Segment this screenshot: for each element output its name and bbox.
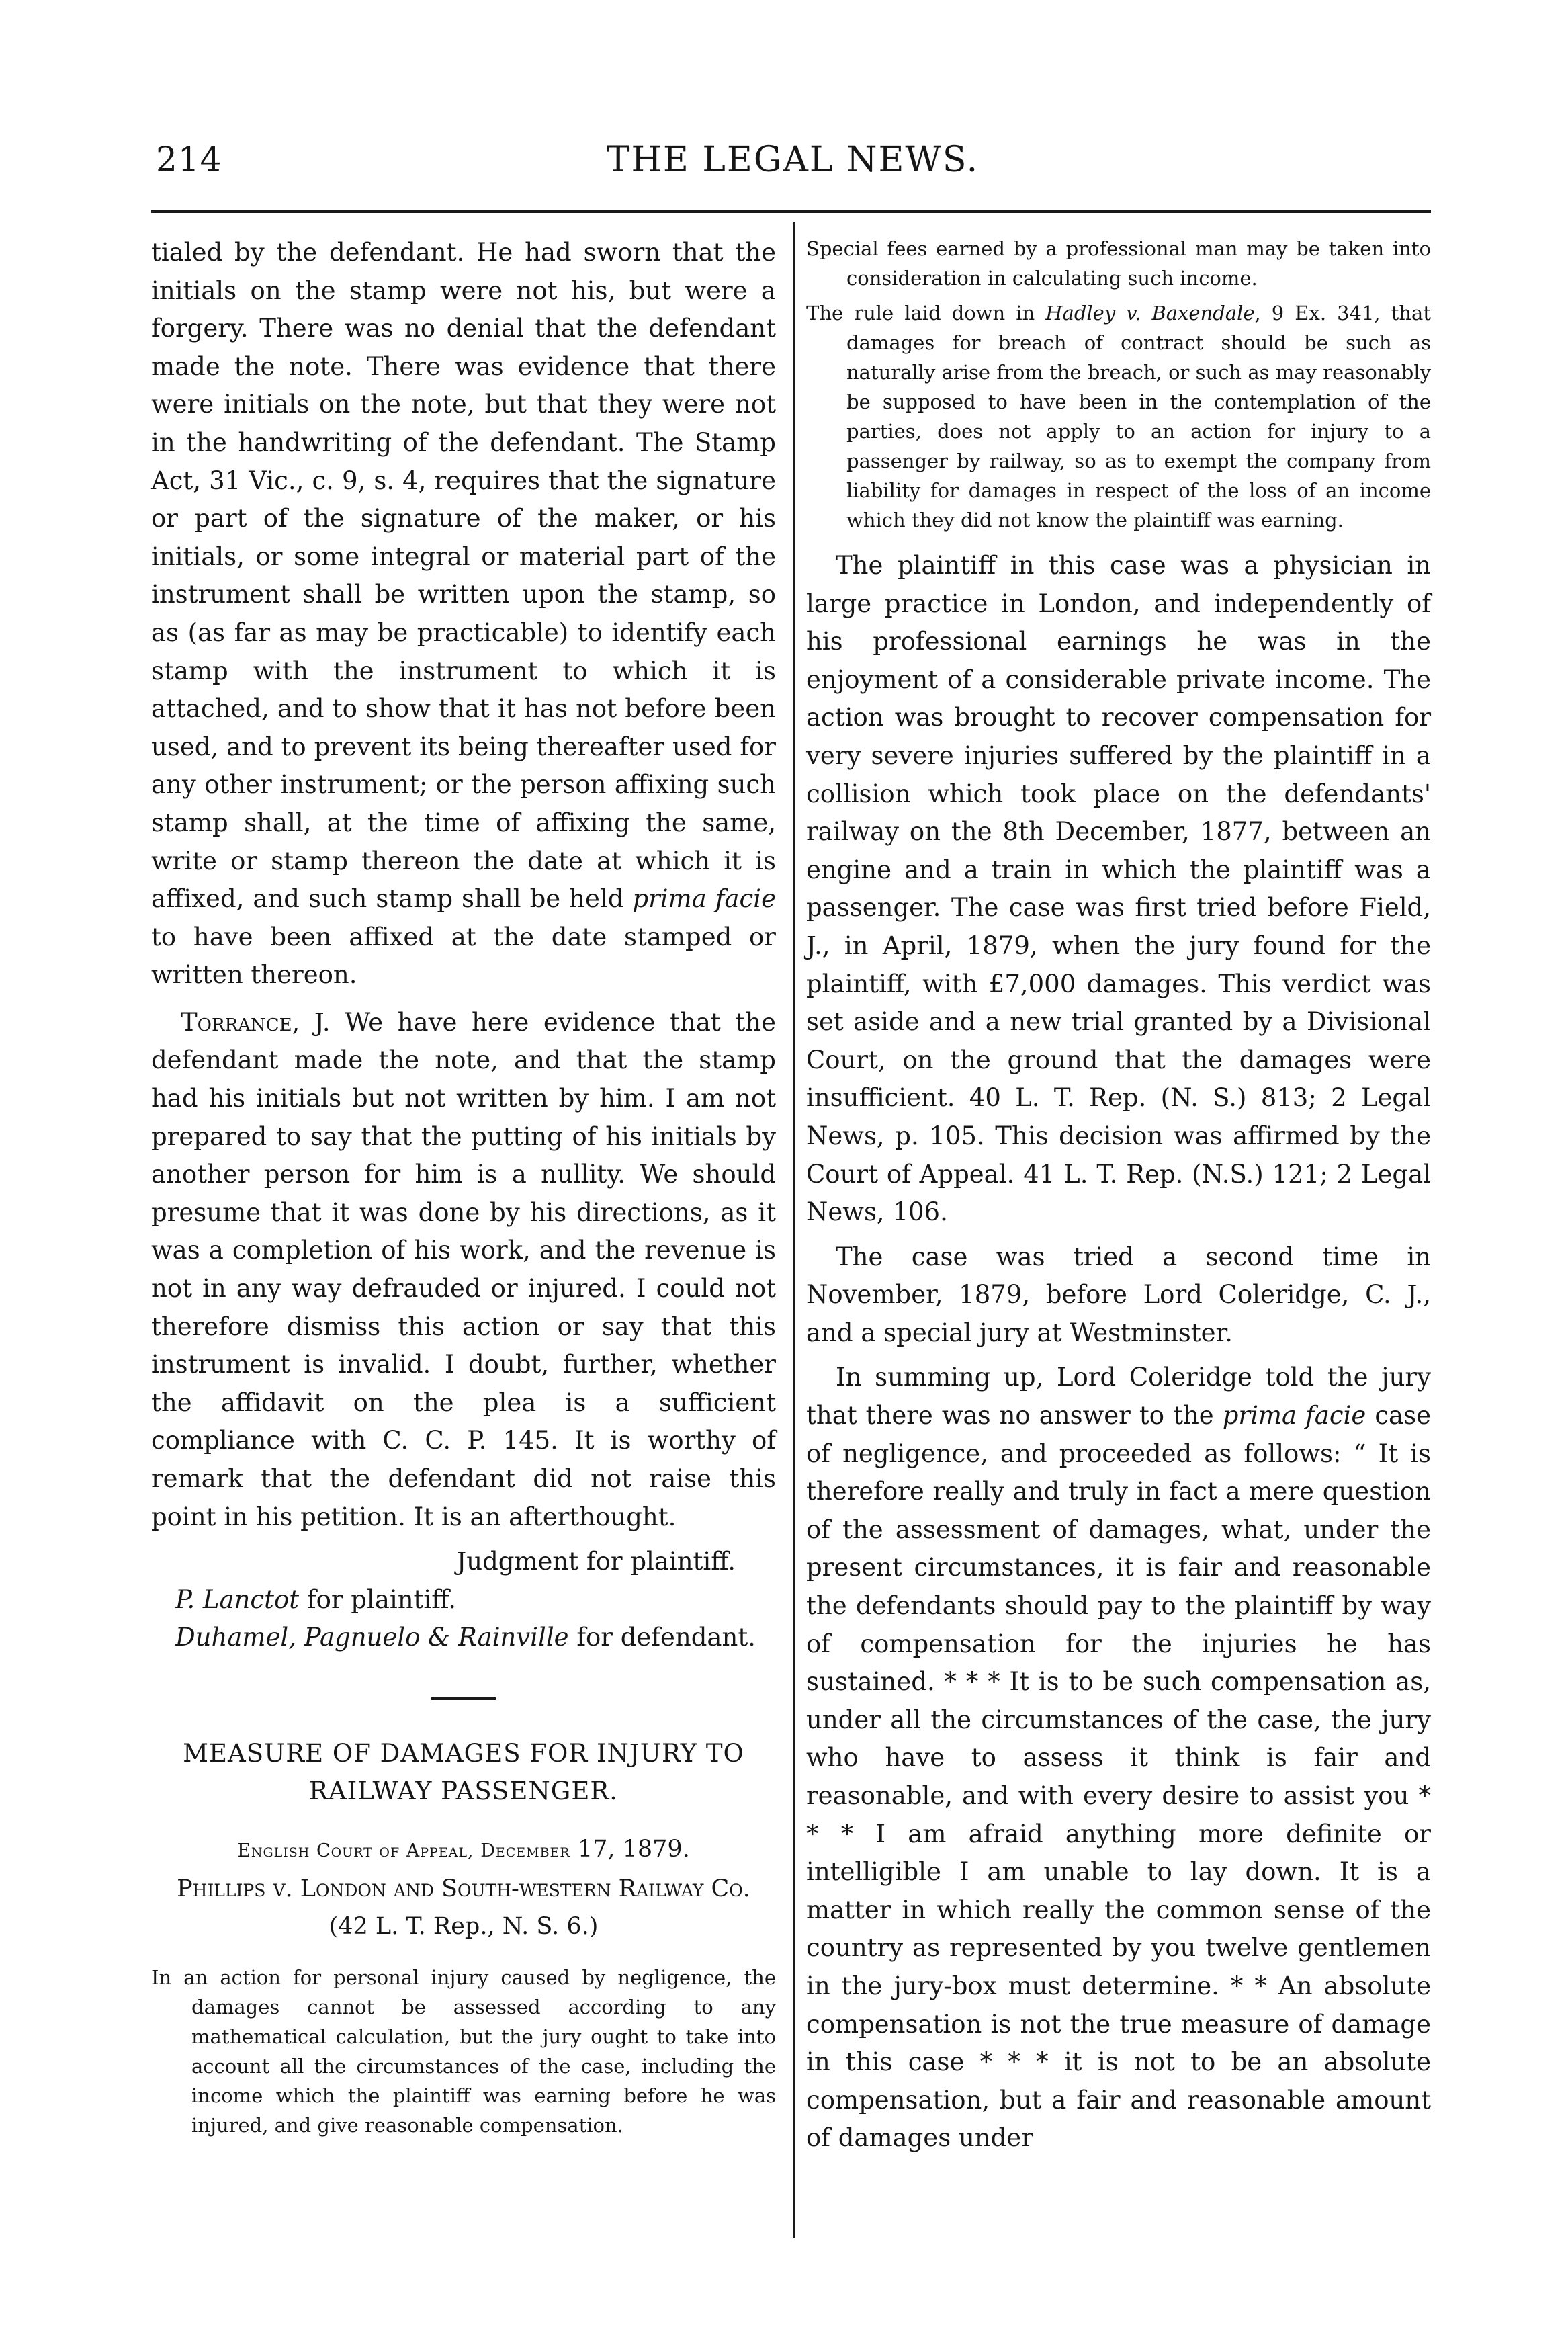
paragraph-second-trial: The case was tried a second time in November, 1879, before Lord Coleridge, C. J., and a special jury at Westminster. [806, 1242, 1431, 1347]
case-name: Phillips v. London and South-western Railway Co. (42 L. T. Rep., N. S. 6.) [177, 1875, 750, 1940]
left-column [151, 234, 776, 2140]
headnote-1: In an action for personal injury caused by negligence, the damages cannot be assessed according to any mathematical calculation, but the jury ought to take into account all the circumstances of the case, including the income which the plaintiff was earning before he was injured, and give reasonable compensation. [151, 1965, 776, 2137]
page-number: 214 [156, 140, 222, 179]
court-line: English Court of Appeal, December 17, 1879. [237, 1835, 690, 1863]
running-title: THE LEGAL NEWS. [606, 140, 979, 180]
paragraph-judgment: Torrance, J. We have here evidence that the defendant made the note, and that the stamp had his initials but not written by him. I am not prepared to say that the putting of his initials by another person for him is a nullity. We should presume that it was done by his directions, as it was a completion of his work, and the revenue is not in any way defrauded or injured. I could not therefore dismiss this action or say that this instrument is invalid. I doubt, further, whether the affidavit on the plea is a sufficient compliance with C. C. P. 145. It is worthy of remark that the defendant did not raise this point in his petition. It is an afterthought. [151, 1007, 776, 1531]
header-rule [151, 210, 1431, 213]
right-column [806, 234, 1431, 2158]
paragraph-summing-up: In summing up, Lord Coleridge told the jury that there was no answer to the prima facie case of negligence, and proceeded as follows: “ It is therefore really and truly in fact a mere question of the assessment of damages, what, under the present circumstances, it is fair and reasonable the defendants should pay to the plaintiff by way of compensation for the injuries he has sustained. * * * It is to be such compensation as, under all the circumstances of the case, the jury who have to assess it think is fair and reasonable, and with every desire to assist you * * * I am afraid anything more definite or intelligible I am unable to lay down. It is a matter in which really the common sense of the country as represented by you twelve gentlemen in the jury-box must determine. * * An absolute compensation is not the true measure of damage in this case * * * it is not to be an absolute compensation, but a fair and reasonable amount of damages under [806, 1363, 1431, 2153]
paragraph-stamp-act: tialed by the defendant. He had sworn that the initials on the stamp were not his, but were a forgery. There was no denial that the defendant made the note. There was evidence that there were initials on the note, but that they were not in the handwriting of the defendant. The Stamp Act, 31 Vic., c. 9, s. 4, requires that the signature or part of the signature of the maker, or his initials, or some integral or material part of the instrument shall be written upon the stamp, so as (as far as may be practicable) to identify each stamp with the instrument to which it is attached, and to show that it has not before been used, and to prevent its being thereafter used for any other instrument; or the person affixing such stamp shall, at the time of affixing the same, write or stamp thereon the date at which it is affixed, and such stamp shall be held prima facie to have been affixed at the date stamped or written thereon. [151, 238, 776, 990]
section-divider [431, 1697, 496, 1700]
headnote-3: The rule laid down in Hadley v. Baxendale, 9 Ex. 341, that damages for breach of contract should be such as naturally arise from the breach, or such as may reasonably be supposed to have been in the contemplation of the parties, does not apply to an action for injury to a passenger by railway, so as to exempt the company from liability for damages in respect of the loss of an income which they did not know the plaintiff was earning. [806, 302, 1431, 532]
paragraph-facts: The plaintiff in this case was a physician in large practice in London, and independently of his professional earnings he was in the enjoyment of a considerable private income. The action was brought to recover compensation for very severe injuries suffered by the plaintiff in a collision which took place on the defendants' railway on the 8th December, 1877, between an engine and a train in which the plaintiff was a passenger. The case was first tried before Field, J., in April, 1879, when the jury found for the plaintiff, with £7,000 damages. This verdict was set aside and a new trial granted by a Divisional Court, on the ground that the damages were insufficient. 40 L. T. Rep. (N. S.) 813; 2 Legal News, p. 105. This decision was affirmed by the Court of Appeal. 41 L. T. Rep. (N.S.) 121; 2 Legal News, 106. [806, 551, 1431, 1227]
page-header [155, 140, 1431, 194]
judge-name: Torrance, J. [181, 1007, 331, 1037]
counsel-plaintiff: P. Lanctot for plaintiff. [175, 1584, 456, 1614]
verdict: Judgment for plaintiff. [456, 1547, 736, 1576]
counsel-defendant: Duhamel, Pagnuelo & Rainville for defendant. [175, 1623, 756, 1652]
headnote-2: Special fees earned by a professional man may be taken into consideration in calculating such income. [806, 237, 1431, 290]
section-title: MEASURE OF DAMAGES FOR INJURY TO RAILWAY PASSENGER. [183, 1738, 744, 1805]
column-rule [793, 222, 795, 2238]
